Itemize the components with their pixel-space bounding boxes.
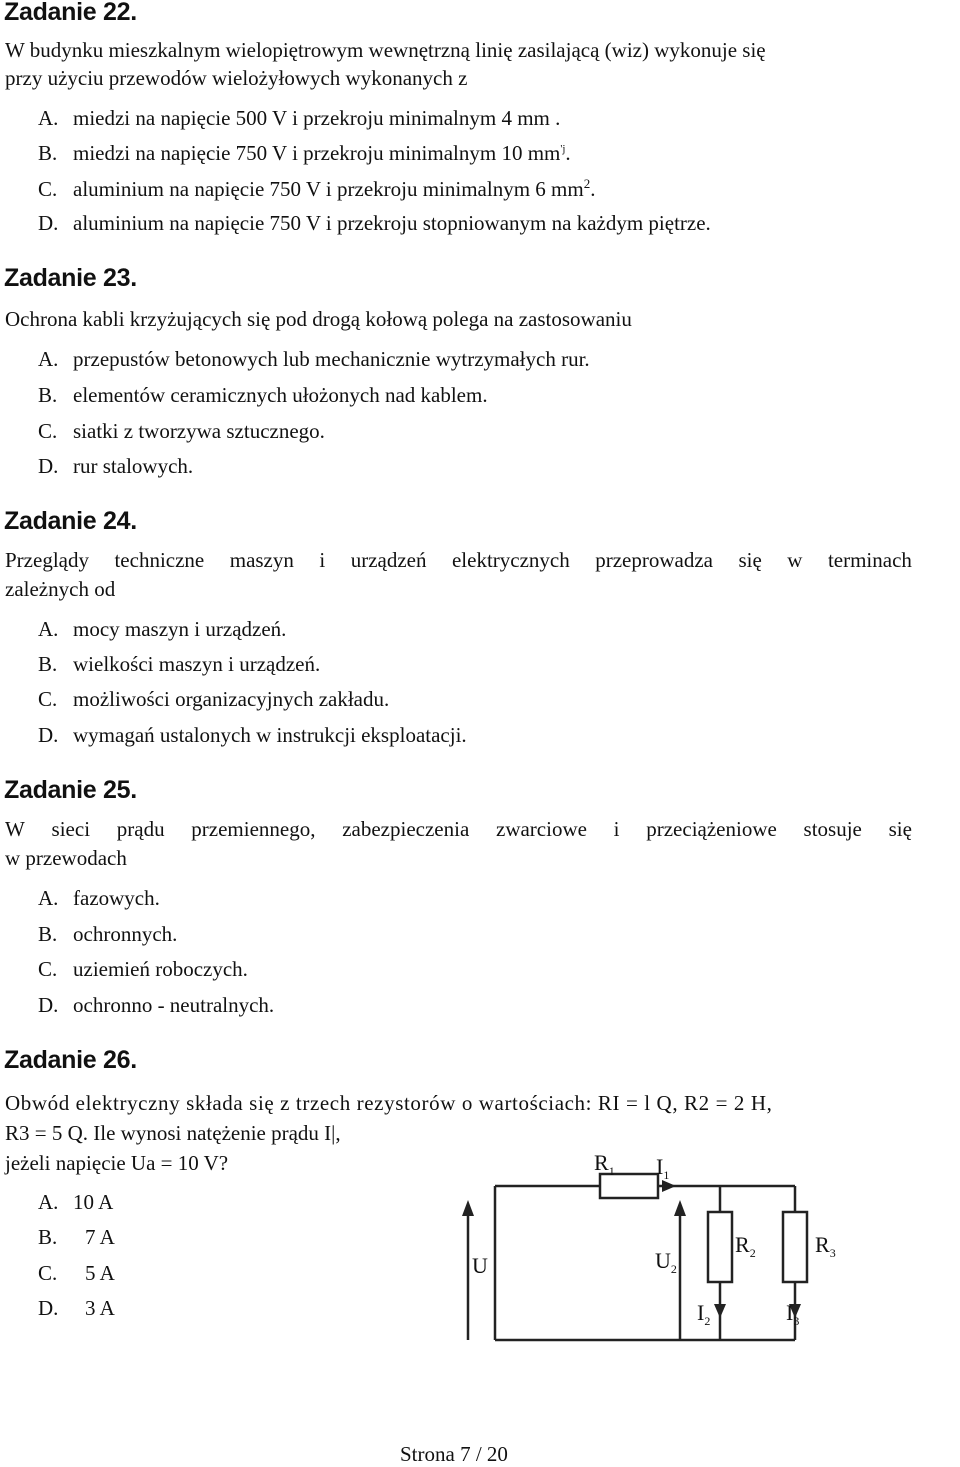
task-26-question-line-3: jeżeli napięcie Ua = 10 V?	[5, 1151, 229, 1175]
option-letter: A.	[38, 1190, 59, 1214]
option-text: fazowych.	[73, 886, 160, 910]
task-24-option-a	[38, 617, 286, 642]
word: stosuje	[803, 817, 862, 841]
task-23-option-c	[38, 419, 325, 444]
word: Przeglądy	[5, 548, 89, 572]
word: urządzeń	[350, 548, 427, 572]
word: prądu	[116, 817, 165, 841]
option-letter: C.	[38, 419, 58, 443]
task-24-question-line-2: zależnych od	[5, 577, 116, 601]
option-letter: C.	[38, 1261, 58, 1285]
task-24-heading: Zadanie 24.	[4, 507, 137, 535]
option-text: elementów ceramicznych ułożonych nad kablem.	[73, 383, 488, 407]
task-26-question-line-1: Obwód elektryczny składa się z trzech rezystorów o wartościach: RI = l Q, R2 = 2 H,	[5, 1091, 773, 1115]
word: sieci	[51, 817, 91, 841]
option-letter: B.	[38, 1225, 58, 1249]
option-text: miedzi na napięcie 750 V i przekroju minimalnym 10 mm	[73, 141, 561, 165]
circuit-diagram	[410, 1140, 960, 1440]
word: się	[738, 548, 762, 572]
word: maszyn	[229, 548, 294, 572]
option-text: przepustów betonowych lub mechanicznie wytrzymałych rur.	[73, 347, 590, 371]
word: elektrycznych	[451, 548, 570, 572]
word: zabezpieczenia	[342, 817, 470, 841]
arrow-u2-head-icon	[674, 1200, 686, 1216]
option-letter: B.	[38, 383, 58, 407]
task-25-question-line-1	[5, 817, 912, 842]
task-26-heading: Zadanie 26.	[4, 1046, 137, 1074]
task-25-option-b	[38, 922, 177, 947]
option-letter: D.	[38, 1296, 59, 1320]
option-letter: D.	[38, 723, 59, 747]
option-text: wymagań ustalonych w instrukcji eksploatacji.	[73, 723, 467, 747]
option-letter: A.	[38, 886, 59, 910]
option-letter: C.	[38, 687, 58, 711]
word: zwarciowe	[496, 817, 587, 841]
task-24-option-d	[38, 723, 467, 748]
word: przemiennego,	[191, 817, 316, 841]
option-text: 3 A	[85, 1296, 115, 1320]
option-letter: D.	[38, 211, 59, 235]
task-22-option-b	[38, 141, 571, 166]
task-26-option-c	[38, 1261, 115, 1286]
word: i	[613, 817, 620, 841]
label-i1: $I_1$	[656, 1154, 670, 1182]
label-i3: $I_3$	[786, 1300, 800, 1328]
task-22-heading: Zadanie 22.	[4, 0, 137, 26]
option-text: wielkości maszyn i urządzeń.	[73, 652, 321, 676]
option-superscript: 2	[583, 176, 591, 191]
task-23-option-d	[38, 454, 193, 479]
resistor-r3	[783, 1212, 807, 1282]
option-text: mocy maszyn i urządzeń.	[73, 617, 287, 641]
word: się	[888, 817, 912, 841]
option-text: rur stalowych.	[73, 454, 194, 478]
option-text: ochronnych.	[73, 922, 178, 946]
task-23-option-b	[38, 383, 488, 408]
option-superscript: 'j	[560, 143, 566, 155]
label-i2: $I_2$	[697, 1300, 711, 1328]
task-23-option-a	[38, 347, 590, 372]
task-23-question-line-1: Ochrona kabli krzyżujących się pod drogą kołową polega na zastosowaniu	[5, 307, 632, 331]
task-22-question-line-2: przy użyciu przewodów wielożyłowych wykonanych z	[5, 66, 468, 90]
option-letter: C.	[38, 177, 58, 201]
option-letter: B.	[38, 652, 58, 676]
task-23-heading: Zadanie 23.	[4, 264, 137, 292]
task-26-option-d	[38, 1296, 115, 1321]
label-r2: $R_2$	[735, 1232, 756, 1260]
arrow-u-head-icon	[462, 1200, 474, 1216]
arrow-i2-icon	[714, 1304, 726, 1318]
task-24-option-c	[38, 687, 389, 712]
option-letter: B.	[38, 922, 58, 946]
option-letter: C.	[38, 957, 58, 981]
task-25-heading: Zadanie 25.	[4, 776, 137, 804]
task-25-option-a	[38, 886, 160, 911]
task-25-option-d	[38, 993, 274, 1018]
option-text-end: .	[590, 177, 596, 201]
option-text: aluminium na napięcie 750 V i przekroju minimalnym 6 mm	[73, 177, 584, 201]
task-22-option-c	[38, 176, 595, 202]
task-22-option-a	[38, 106, 560, 131]
option-letter: D.	[38, 454, 59, 478]
word: W	[5, 817, 25, 841]
option-letter: A.	[38, 617, 59, 641]
option-letter: A.	[38, 347, 59, 371]
label-r3: $R_3$	[815, 1232, 836, 1260]
option-letter: B.	[38, 141, 58, 165]
task-25-option-c	[38, 957, 248, 982]
option-letter: D.	[38, 993, 59, 1017]
option-text: możliwości organizacyjnych zakładu.	[73, 687, 390, 711]
task-26-option-b	[38, 1225, 115, 1250]
word: terminach	[827, 548, 912, 572]
word: i	[319, 548, 326, 572]
word: techniczne	[114, 548, 205, 572]
option-text: miedzi na napięcie 500 V i przekroju minimalnym 4 mm .	[73, 106, 561, 130]
page-number: Strona 7 / 20	[400, 1442, 508, 1466]
task-24-option-b	[38, 652, 320, 677]
task-26-question-line-2: R3 = 5 Q. Ile wynosi natężenie prądu I|,	[5, 1121, 341, 1145]
task-24-question-line-1	[5, 548, 912, 573]
task-26-option-a	[38, 1190, 113, 1215]
option-text-end: .	[565, 141, 571, 165]
option-text: ochronno - neutralnych.	[73, 993, 275, 1017]
option-text: 5 A	[85, 1261, 115, 1285]
label-r1: $R_1$	[594, 1150, 615, 1178]
resistor-r2	[708, 1212, 732, 1282]
option-letter: A.	[38, 106, 59, 130]
option-text: 7 A	[85, 1225, 115, 1249]
word: przeciążeniowe	[646, 817, 777, 841]
task-22-question-line-1: W budynku mieszkalnym wielopiętrowym wewnętrzną linię zasilającą (wiz) wykonuje się	[5, 38, 766, 62]
label-u: U	[472, 1253, 488, 1278]
label-u2: $U_2$	[655, 1248, 677, 1276]
word: w	[787, 548, 803, 572]
task-22-option-d	[38, 211, 711, 236]
option-text: 10 A	[73, 1190, 114, 1214]
word: przeprowadza	[595, 548, 713, 572]
option-text: uziemień roboczych.	[73, 957, 248, 981]
task-25-question-line-2: w przewodach	[5, 846, 127, 870]
option-text: aluminium na napięcie 750 V i przekroju stopniowanym na każdym piętrze.	[73, 211, 711, 235]
option-text: siatki z tworzywa sztucznego.	[73, 419, 325, 443]
